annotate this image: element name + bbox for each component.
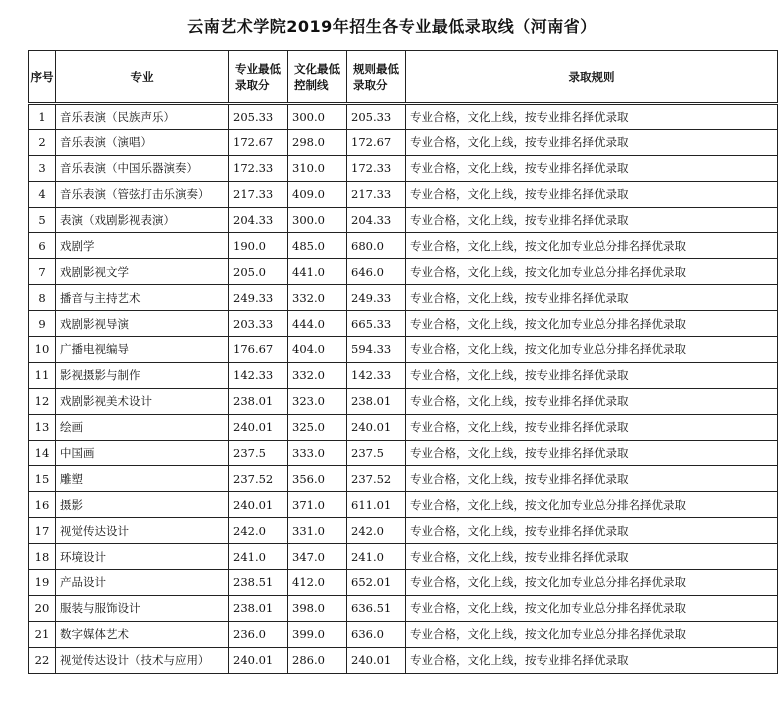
cell-culture-control: 441.0 [288,259,347,285]
cell-rule-score: 172.33 [347,155,406,181]
cell-prof-score: 236.0 [229,621,288,647]
cell-major: 影视摄影与制作 [56,362,229,388]
cell-no: 3 [29,155,56,181]
cell-major: 广播电视编导 [56,337,229,363]
table-row [29,155,778,181]
cell-prof-score: 237.5 [229,440,288,466]
cell-major: 音乐表演（管弦打击乐演奏） [56,181,229,207]
cell-rule-score: 205.33 [347,104,406,130]
cell-prof-score: 172.67 [229,129,288,155]
cell-prof-score: 237.52 [229,466,288,492]
cell-major: 戏剧影视美术设计 [56,388,229,414]
cell-rule: 专业合格，文化上线，按专业排名择优录取 [406,207,778,233]
cell-no: 5 [29,207,56,233]
cell-culture-control: 323.0 [288,388,347,414]
cell-prof-score: 205.0 [229,259,288,285]
table-row [29,129,778,155]
cell-no: 16 [29,492,56,518]
cell-major: 数字媒体艺术 [56,621,229,647]
cell-no: 22 [29,647,56,673]
cell-prof-score: 217.33 [229,181,288,207]
table-row [29,570,778,596]
cell-rule-score: 249.33 [347,285,406,311]
cell-major: 服装与服饰设计 [56,595,229,621]
cell-major: 中国画 [56,440,229,466]
cell-no: 14 [29,440,56,466]
table-row [29,621,778,647]
cell-rule-score: 238.01 [347,388,406,414]
cell-culture-control: 300.0 [288,104,347,130]
cell-rule: 专业合格，文化上线，按文化加专业总分排名择优录取 [406,570,778,596]
cell-prof-score: 238.51 [229,570,288,596]
cell-culture-control: 398.0 [288,595,347,621]
cell-rule-score: 594.33 [347,337,406,363]
cell-culture-control: 371.0 [288,492,347,518]
cell-rule: 专业合格，文化上线，按专业排名择优录取 [406,544,778,570]
cell-rule-score: 237.52 [347,466,406,492]
cell-prof-score: 203.33 [229,311,288,337]
cell-major: 环境设计 [56,544,229,570]
cell-no: 13 [29,414,56,440]
cell-prof-score: 249.33 [229,285,288,311]
cell-rule-score: 680.0 [347,233,406,259]
cell-culture-control: 310.0 [288,155,347,181]
cell-major: 视觉传达设计（技术与应用） [56,647,229,673]
cell-rule: 专业合格，文化上线，按专业排名择优录取 [406,414,778,440]
table-row [29,285,778,311]
cell-rule: 专业合格，文化上线，按专业排名择优录取 [406,362,778,388]
cell-culture-control: 356.0 [288,466,347,492]
cell-rule: 专业合格，文化上线，按专业排名择优录取 [406,518,778,544]
cell-culture-control: 332.0 [288,285,347,311]
cell-culture-control: 399.0 [288,621,347,647]
cell-rule-score: 217.33 [347,181,406,207]
cell-prof-score: 204.33 [229,207,288,233]
cell-prof-score: 240.01 [229,414,288,440]
cell-prof-score: 190.0 [229,233,288,259]
cell-rule: 专业合格，文化上线，按文化加专业总分排名择优录取 [406,259,778,285]
table-row [29,207,778,233]
cell-culture-control: 409.0 [288,181,347,207]
cell-rule: 专业合格，文化上线，按文化加专业总分排名择优录取 [406,595,778,621]
cell-major: 摄影 [56,492,229,518]
cell-rule: 专业合格，文化上线，按专业排名择优录取 [406,181,778,207]
table-row [29,362,778,388]
cell-prof-score: 238.01 [229,388,288,414]
header-rule-score: 规则最低录取分 [347,51,406,104]
cell-prof-score: 238.01 [229,595,288,621]
cell-culture-control: 404.0 [288,337,347,363]
cell-no: 6 [29,233,56,259]
cell-rule-score: 204.33 [347,207,406,233]
table-body [29,104,778,674]
cell-rule: 专业合格，文化上线，按文化加专业总分排名择优录取 [406,621,778,647]
cell-rule-score: 652.01 [347,570,406,596]
cell-no: 20 [29,595,56,621]
table-row [29,181,778,207]
cell-no: 12 [29,388,56,414]
cell-rule: 专业合格，文化上线，按文化加专业总分排名择优录取 [406,492,778,518]
cell-culture-control: 332.0 [288,362,347,388]
cell-culture-control: 333.0 [288,440,347,466]
header-rule: 录取规则 [406,51,778,104]
page-title: 云南艺术学院2019年招生各专业最低录取线（河南省） [187,17,597,36]
cell-rule-score: 240.01 [347,414,406,440]
cell-no: 15 [29,466,56,492]
table-header [29,51,778,104]
cell-rule-score: 241.0 [347,544,406,570]
header-prof-score: 专业最低录取分 [229,51,288,104]
cell-major: 绘画 [56,414,229,440]
table-row [29,647,778,673]
table-row [29,440,778,466]
cell-culture-control: 331.0 [288,518,347,544]
cell-prof-score: 242.0 [229,518,288,544]
cell-rule: 专业合格，文化上线，按专业排名择优录取 [406,104,778,130]
cell-rule: 专业合格，文化上线，按专业排名择优录取 [406,285,778,311]
cell-rule: 专业合格，文化上线，按文化加专业总分排名择优录取 [406,233,778,259]
cell-culture-control: 485.0 [288,233,347,259]
cell-rule-score: 172.67 [347,129,406,155]
table-row [29,388,778,414]
cell-rule: 专业合格，文化上线，按专业排名择优录取 [406,129,778,155]
cell-no: 7 [29,259,56,285]
cell-rule-score: 237.5 [347,440,406,466]
cell-major: 戏剧影视文学 [56,259,229,285]
table-row [29,259,778,285]
cell-no: 4 [29,181,56,207]
cell-prof-score: 240.01 [229,492,288,518]
table-row [29,414,778,440]
cell-no: 18 [29,544,56,570]
cell-major: 产品设计 [56,570,229,596]
table-row [29,337,778,363]
table-row [29,466,778,492]
cell-major: 戏剧影视导演 [56,311,229,337]
cell-no: 1 [29,104,56,130]
cell-prof-score: 241.0 [229,544,288,570]
cell-rule-score: 611.01 [347,492,406,518]
cell-no: 8 [29,285,56,311]
table-row [29,311,778,337]
cell-no: 9 [29,311,56,337]
cell-rule-score: 646.0 [347,259,406,285]
cell-culture-control: 444.0 [288,311,347,337]
cell-rule-score: 636.0 [347,621,406,647]
cell-no: 2 [29,129,56,155]
cell-rule: 专业合格，文化上线，按文化加专业总分排名择优录取 [406,311,778,337]
header-no: 序号 [29,51,56,104]
header-major: 专业 [56,51,229,104]
cell-major: 雕塑 [56,466,229,492]
cell-culture-control: 325.0 [288,414,347,440]
admission-table [28,50,778,674]
cell-rule: 专业合格，文化上线，按专业排名择优录取 [406,466,778,492]
cell-culture-control: 298.0 [288,129,347,155]
cell-rule-score: 242.0 [347,518,406,544]
cell-no: 21 [29,621,56,647]
cell-rule: 专业合格，文化上线，按专业排名择优录取 [406,440,778,466]
table-row [29,492,778,518]
cell-rule-score: 240.01 [347,647,406,673]
cell-rule-score: 636.51 [347,595,406,621]
cell-rule-score: 665.33 [347,311,406,337]
cell-major: 音乐表演（民族声乐） [56,104,229,130]
cell-major: 戏剧学 [56,233,229,259]
cell-no: 11 [29,362,56,388]
cell-major: 视觉传达设计 [56,518,229,544]
cell-major: 表演（戏剧影视表演） [56,207,229,233]
table-row [29,104,778,130]
cell-prof-score: 205.33 [229,104,288,130]
cell-prof-score: 176.67 [229,337,288,363]
cell-prof-score: 172.33 [229,155,288,181]
cell-no: 19 [29,570,56,596]
header-culture-control: 文化最低控制线 [288,51,347,104]
cell-no: 10 [29,337,56,363]
table-row [29,544,778,570]
cell-major: 播音与主持艺术 [56,285,229,311]
cell-culture-control: 286.0 [288,647,347,673]
cell-culture-control: 300.0 [288,207,347,233]
table-row [29,518,778,544]
cell-culture-control: 347.0 [288,544,347,570]
cell-prof-score: 240.01 [229,647,288,673]
cell-culture-control: 412.0 [288,570,347,596]
cell-rule: 专业合格，文化上线，按专业排名择优录取 [406,155,778,181]
cell-no: 17 [29,518,56,544]
cell-major: 音乐表演（中国乐器演奏） [56,155,229,181]
cell-major: 音乐表演（演唱） [56,129,229,155]
cell-rule-score: 142.33 [347,362,406,388]
cell-prof-score: 142.33 [229,362,288,388]
cell-rule: 专业合格，文化上线，按专业排名择优录取 [406,647,778,673]
cell-rule: 专业合格，文化上线，按专业排名择优录取 [406,388,778,414]
cell-rule: 专业合格，文化上线，按文化加专业总分排名择优录取 [406,337,778,363]
table-row [29,595,778,621]
table-row [29,233,778,259]
